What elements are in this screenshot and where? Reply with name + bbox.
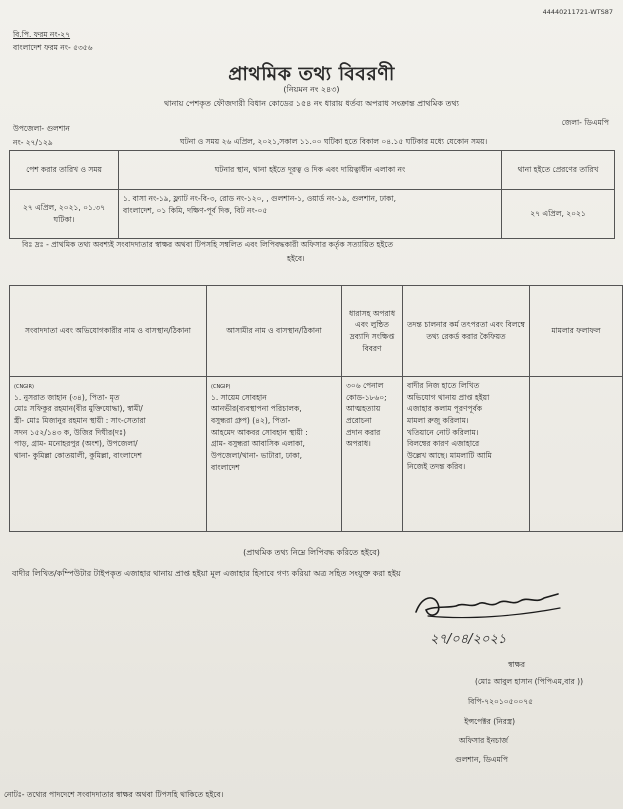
- information-table: [9, 285, 623, 532]
- notice-line: হইবে।: [287, 253, 305, 263]
- complainant-line: স্ত্রী- মোঃ মিজানুর রহমান স্থায়ী : সাং-সেতারা: [14, 416, 146, 425]
- zila-label: জেলা- ডিএমপি: [561, 118, 609, 127]
- case-number: নং- ২৭/১২৯: [13, 138, 53, 147]
- complainant-line: পাড়, গ্রাম- মনোহরপুর (অংশ), উপজেলা/: [14, 439, 138, 449]
- complainant-line: সদন ১৫২/১৪৩ ক, উজির দিঘীর(দঃ): [14, 427, 126, 437]
- accused-cell: [207, 377, 342, 532]
- header-accused: আসামীর নাম ও বাসস্থান/ঠিকানা: [207, 286, 342, 377]
- action-cell: [403, 377, 530, 532]
- event-time: ঘটনা ও সময় ২৬ এপ্রিল, ২০২১,সকাল ১১.০০ ঘটিকা হতে বিকাল ০৪.১৫ ঘটিকার মধ্যে যেকোন সময়।: [180, 137, 488, 146]
- header-send-date: থানা হইতে প্রেরণের তারিখ: [502, 151, 615, 190]
- signature-label: স্বাক্ষর: [508, 660, 525, 669]
- incident-table: [9, 150, 615, 239]
- action-line: মামলা রুজু করিলাম।: [407, 415, 469, 425]
- officer-name: (মোঃ আবুল হাসান (পিপিএম,বার )): [474, 677, 583, 686]
- reference-number: 44440211721-WTS87: [542, 8, 613, 16]
- header-action: তদন্ত চালনার কর্ম তৎপরতা এবং বিলম্বে তথ্য রেকর্ড করার কৈফিয়ত: [403, 286, 530, 377]
- action-line: নিজেই তদন্ত করিব।: [407, 462, 466, 472]
- offense-line: আত্মহত্যায়: [346, 404, 381, 414]
- result-cell: [530, 377, 623, 532]
- officer-role: অফিসার ইনচার্জ: [458, 736, 508, 745]
- bangladesh-form-number: বাংলাদেশ ফরম নং- ৫৩৫৬: [13, 43, 93, 52]
- offense-line: প্রদান করার: [346, 427, 381, 437]
- offense-line: কোড-১৮৬০;: [346, 392, 387, 402]
- accused-line: ১. সায়েম সোবহান: [211, 392, 267, 402]
- complainant-cell: [10, 377, 207, 532]
- complainant-line: থানা- কুমিল্লা কোতয়ালী, কুমিল্লা, বাংলাদেশ: [14, 450, 142, 460]
- footnote: নোটঃ- তথ্যের পাদদেশে সংবাদদাতার স্বাক্ষর অথবা টিপসহি থাকিতে হইবে।: [4, 790, 224, 799]
- place-line: ১. বাসা নং-১৯, ফ্ল্যাট নং-বি-৩, রোড নং-১২০, , গুলশান-১, ওয়ার্ড নং-১৯, গুলশান, ঢাকা,: [123, 194, 396, 203]
- accused-line: বসুন্ধরা গ্রুপ) (৪২), পিতা-: [211, 416, 291, 425]
- header-complainant: সংবাদদাতা এবং অভিযোগকারীর নাম ও বাসস্থান/ঠিকানা: [10, 286, 207, 377]
- accused-line: আনভীর(ব্যবস্থাপনা পরিচালক,: [211, 404, 302, 414]
- officer-station: গুলশান, ডিএমপি: [455, 755, 508, 764]
- notice: [22, 238, 393, 265]
- parenthetical-instruction: (প্রাথমিক তথ্য নিম্নে লিপিবদ্ধ করিতে হইবে): [243, 548, 380, 557]
- signature-image: [408, 586, 568, 626]
- offense-line: প্ররোচনা: [346, 415, 372, 425]
- action-line: এজাহার কলাম পূরণপূর্বক: [407, 404, 483, 414]
- notice-line: বিঃ দ্রঃ - প্রাথমিক তথ্য অবশ্যই সংবাদদাতার স্বাক্ষর অথবা টিপসহি সম্বলিত এবং লিপিবদ্ধকারী অফিসার কর্তৃক সত্যায়িত হইতে: [22, 240, 393, 249]
- place-line: বাংলাদেশ, ০১ কিমি, দক্ষিণ-পূর্ব দিক, বিট নং-০৫: [123, 205, 268, 215]
- action-line: উল্লেখ আছে। মামলাটি আমি: [407, 450, 492, 460]
- header-place: ঘটনার স্থান, থানা হইতে দূরত্ব ও দিক এবং দায়িত্বাধীন এলাকা নং: [119, 151, 502, 190]
- form-number: বি.পি. ফরম নং-২৭: [13, 30, 71, 39]
- signed-date: ২৭/০৪/২০২১: [430, 632, 507, 647]
- offense-cell: [342, 377, 403, 532]
- officer-rank: ইন্সপেক্টর (নিরস্ত্র): [464, 717, 515, 726]
- document-subtitle: থানায় পেশকৃত ফৌজদারী বিধান কোডের ১৫৪ নং ধারায় ধর্তব্য অপরাধ সংক্রান্ত প্রাথমিক তথ্য: [164, 99, 459, 108]
- accused-tag: (CNGIP): [211, 384, 231, 390]
- complainant-tag: (CNGIR): [14, 384, 34, 390]
- accused-line: আহমেদ আকবর সোবহান স্থায়ী :: [211, 427, 308, 437]
- document-title: প্রাথমিক তথ্য বিবরণী: [228, 63, 395, 85]
- accused-line: গ্রাম- বসুন্ধরা আবাসিক এলাকা,: [211, 439, 305, 449]
- send-date-cell: ২৭ এপ্রিল, ২০২১: [502, 190, 615, 239]
- rule-number: (নিয়মন নং ২৪৩): [283, 85, 340, 94]
- action-line: বাদীর নিজ হাতে লিখিত: [407, 381, 480, 390]
- action-line: বিলম্বের কারণ এজাহারে: [407, 439, 480, 449]
- offense-line: ৩০৬ পেনাল: [346, 381, 384, 390]
- complainant-line: ১. নুসরাত জাহান (৩৪), পিতা- মৃত: [14, 392, 120, 402]
- action-line: অভিযোগ থানায় প্রাপ্ত হইয়া: [407, 392, 490, 402]
- header-submit-date: পেশ করার তারিখ ও সময়: [10, 151, 119, 190]
- ejahar-note: বাদীর লিখিত/কম্পিউটার টাইপকৃত এজাহার থানায় প্রাপ্ত হইয়া মূল এজাহার হিসাবে গণ্য করিয়া অত্র সহিত সংযুক্ত করা হইয়: [12, 569, 401, 578]
- offense-line: অপরাধ।: [346, 439, 371, 449]
- complainant-line: মোঃ সফিকুর রহমান(বীর মুক্তিযোদ্ধা), স্বামী/: [14, 404, 143, 414]
- submit-date-cell: ২৭ এপ্রিল, ২০২১, ০১.৩৭ ঘটিকা।: [10, 190, 119, 239]
- officer-bp-number: বিপি-৭২০১০৫০০৭৫: [468, 697, 533, 706]
- accused-line: উপজেলা/থানা- ভাটারা, ঢাকা,: [211, 450, 303, 460]
- accused-line: বাংলাদেশ: [211, 462, 240, 472]
- header-result: মামলার ফলাফল: [530, 286, 623, 377]
- header-offense: ধারাসহ অপরাধ এবং লুন্ঠিত দ্রব্যাদি সংক্ষিপ্ত বিবরণ: [342, 286, 403, 377]
- action-line: খতিয়ানে নোট করিলাম।: [407, 427, 479, 437]
- place-cell: [119, 190, 502, 239]
- upazila-label: উপজেলা- গুলশান: [13, 124, 70, 133]
